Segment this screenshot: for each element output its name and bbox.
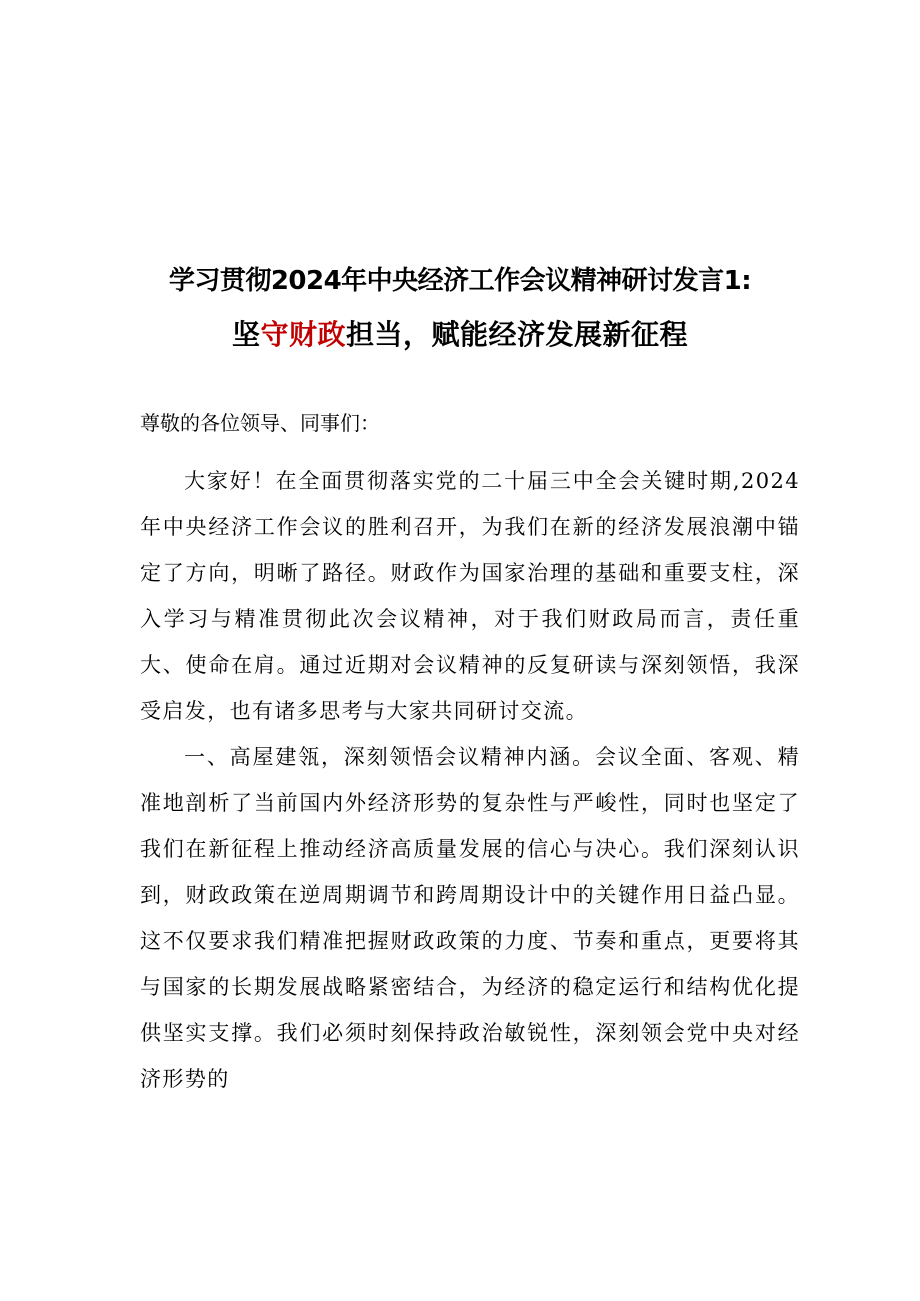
document-title — [0, 255, 920, 363]
title-line-2-part-1: 坚 — [231, 318, 261, 351]
paragraph-2: 一、高屋建瓴，深刻领悟会议精神内涵。会议全面、客观、精准地剖析了当前国内外经济形势的复杂性与严峻性，同时也坚定了我们在新征程上推动经济高质量发展的信心与决心。我们深刻认识到，财政政策在逆周期调节和跨周期设计中的关键作用日益凸显。这不仅要求我们精准把握财政政策的力度、节奏和重点，更要将其与国家的长期发展战略紧密结合，为经济的稳定运行和结构优化提供坚实支撑。我们必须时刻保持政治敏锐性，深刻领会党中央对经济形势的 — [140, 745, 800, 1091]
salutation: 尊敬的各位领导、同事们： — [140, 411, 380, 435]
title-line-2-highlight: 守财政 — [260, 318, 346, 351]
paragraph-1: 大家好！在全面贯彻落实党的二十届三中全会关键时期,2024年中央经济工作会议的胜利召开，为我们在新的经济发展浪潮中锚定了方向，明晰了路径。财政作为国家治理的基础和重要支柱，深入学习与精准贯彻此次会议精神，对于我们财政局而言，责任重大、使命在肩。通过近期对会议精神的反复研读与深刻领悟，我深受启发，也有诸多思考与大家共同研讨交流。 — [140, 469, 800, 723]
title-line-2-part-3: 担当，赋能经济发展新征程 — [346, 318, 689, 351]
document-body — [140, 400, 800, 1102]
title-line-1: 学习贯彻2024年中央经济工作会议精神研讨发言1: — [168, 266, 752, 296]
title-line-2 — [0, 307, 920, 363]
